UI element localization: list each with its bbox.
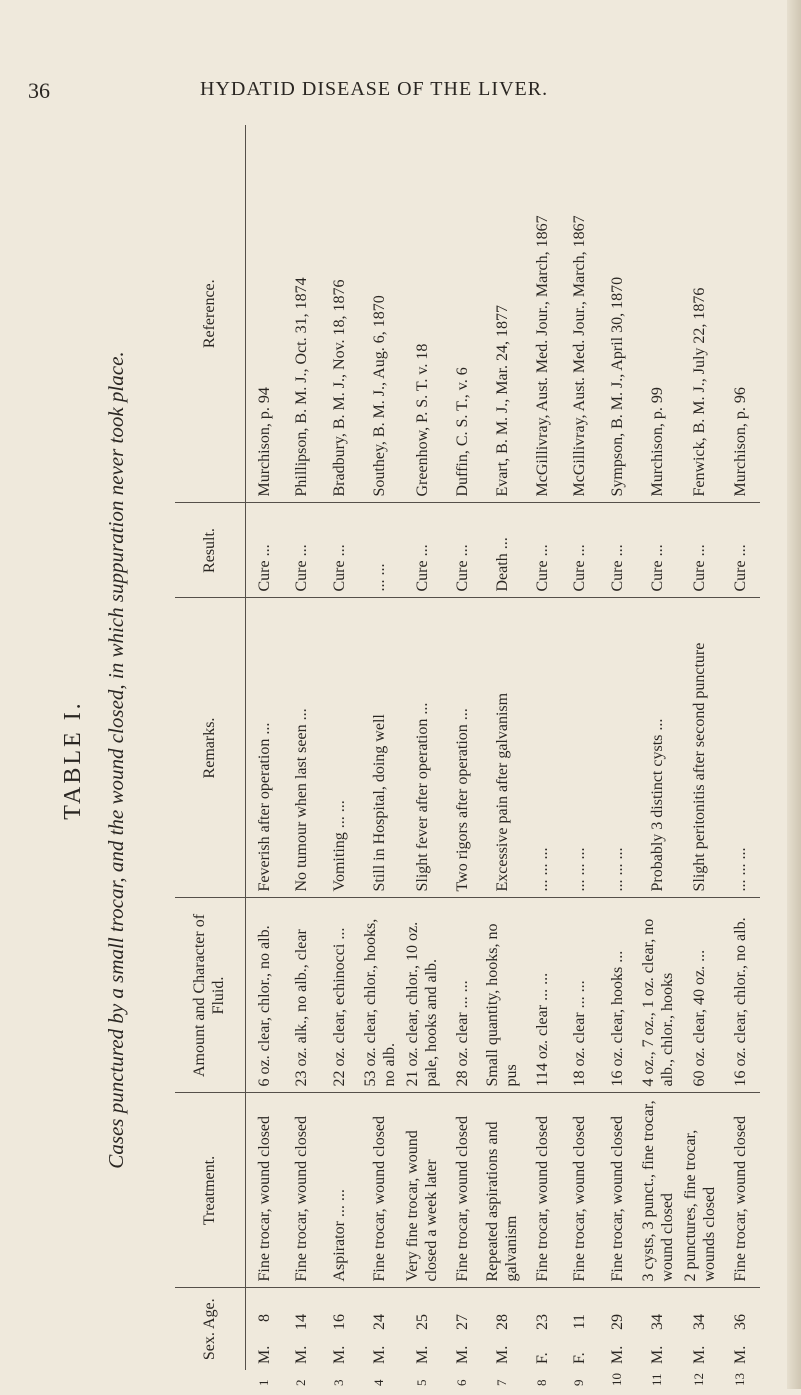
remarks-cell: ... ... ... bbox=[722, 598, 760, 898]
case-number: 2 bbox=[293, 1379, 309, 1386]
reference-cell: Murchison, p. 94 bbox=[246, 125, 284, 503]
table-row bbox=[562, 125, 600, 1370]
age-value: 11 bbox=[571, 1314, 589, 1330]
table-row bbox=[284, 125, 322, 1370]
sex-value: M. bbox=[649, 1345, 667, 1364]
remarks-cell: Slight peritonitis after second puncture bbox=[680, 598, 722, 898]
fluid-cell: 21 oz. clear, chlor., 10 oz. pale, hooks and alb. bbox=[402, 898, 444, 1093]
table-row bbox=[600, 125, 638, 1370]
fluid-cell: Small quantity, hooks, no pus bbox=[482, 898, 524, 1093]
result-cell: Cure ... bbox=[600, 503, 638, 598]
case-number: 8 bbox=[533, 1379, 549, 1386]
reference-cell: Southey, B. M. J., Aug. 6, 1870 bbox=[360, 125, 402, 503]
treatment-cell: Very fine trocar, wound closed a week later bbox=[402, 1093, 444, 1288]
sex-value: F. bbox=[533, 1352, 551, 1364]
case-number: 4 bbox=[371, 1379, 387, 1386]
sex-age-cell bbox=[722, 1288, 760, 1386]
case-number: 6 bbox=[453, 1379, 469, 1386]
result-cell: Cure ... bbox=[246, 503, 284, 598]
table-row bbox=[638, 125, 680, 1370]
reference-cell: Phillipson, B. M. J., Oct. 31, 1874 bbox=[284, 125, 322, 503]
sex-age-cell bbox=[638, 1288, 680, 1386]
age-value: 36 bbox=[731, 1314, 749, 1330]
result-cell: Cure ... bbox=[524, 503, 562, 598]
fluid-cell: 114 oz. clear ... ... bbox=[524, 898, 562, 1093]
sex-value: M. bbox=[293, 1345, 311, 1364]
remarks-cell: Feverish after operation ... bbox=[246, 598, 284, 898]
sex-value: M. bbox=[493, 1345, 511, 1364]
treatment-cell: Fine trocar, wound closed bbox=[524, 1093, 562, 1288]
sex-value: M. bbox=[691, 1345, 709, 1364]
table-row bbox=[402, 125, 444, 1370]
sex-age-cell bbox=[284, 1288, 322, 1386]
fluid-cell: 22 oz. clear, echinocci ... bbox=[322, 898, 360, 1093]
sex-value: F. bbox=[571, 1352, 589, 1364]
age-value: 8 bbox=[255, 1314, 273, 1322]
treatment-cell: Fine trocar, wound closed bbox=[360, 1093, 402, 1288]
result-cell: Cure ... bbox=[284, 503, 322, 598]
rotated-table-region bbox=[60, 125, 780, 1395]
age-value: 16 bbox=[331, 1314, 349, 1330]
sex-value: M. bbox=[453, 1345, 471, 1364]
reference-cell: Duffin, C. S. T., v. 6 bbox=[444, 125, 482, 503]
result-cell: Cure ... bbox=[402, 503, 444, 598]
column-header-sex-age: Sex. Age. bbox=[175, 1288, 246, 1370]
sex-age-cell bbox=[444, 1288, 482, 1386]
sex-value: M. bbox=[255, 1345, 273, 1364]
remarks-cell: ... ... ... bbox=[524, 598, 562, 898]
treatment-cell: Fine trocar, wound closed bbox=[246, 1093, 284, 1288]
table-row bbox=[246, 125, 284, 1370]
remarks-cell: ... ... ... bbox=[562, 598, 600, 898]
sex-age-cell bbox=[562, 1288, 600, 1386]
sex-age-cell bbox=[524, 1288, 562, 1386]
age-value: 28 bbox=[493, 1314, 511, 1330]
page-edge-shadow bbox=[787, 0, 801, 1389]
table-row bbox=[722, 125, 760, 1370]
reference-cell: Bradbury, B. M. J., Nov. 18, 1876 bbox=[322, 125, 360, 503]
result-cell: Cure ... bbox=[322, 503, 360, 598]
remarks-cell: ... ... ... bbox=[600, 598, 638, 898]
table-title: TABLE I. bbox=[60, 700, 86, 820]
table-row bbox=[524, 125, 562, 1370]
age-value: 25 bbox=[413, 1314, 431, 1330]
case-number: 10 bbox=[609, 1373, 625, 1386]
table-body bbox=[246, 125, 761, 1386]
fluid-cell: 4 oz., 7 oz., 1 oz. clear, no alb., chlor., hooks bbox=[638, 898, 680, 1093]
sex-value: M. bbox=[731, 1345, 749, 1364]
fluid-cell: 28 oz. clear ... ... bbox=[444, 898, 482, 1093]
column-header-reference: Reference. bbox=[175, 125, 246, 503]
table-row bbox=[322, 125, 360, 1370]
remarks-cell: Still in Hospital, doing well bbox=[360, 598, 402, 898]
cases-table bbox=[175, 125, 760, 1386]
table-row bbox=[444, 125, 482, 1370]
fluid-cell: 16 oz. clear, chlor., no alb. bbox=[722, 898, 760, 1093]
reference-cell: McGillivray, Aust. Med. Jour., March, 1867 bbox=[562, 125, 600, 503]
treatment-cell: Fine trocar, wound closed bbox=[444, 1093, 482, 1288]
table-caption: Cases punctured by a small trocar, and the wound closed, in which suppuration never took place. bbox=[104, 351, 128, 1169]
sex-age-cell bbox=[402, 1288, 444, 1386]
case-number: 1 bbox=[255, 1379, 271, 1386]
fluid-cell: 6 oz. clear, chlor., no alb. bbox=[246, 898, 284, 1093]
fluid-cell: 23 oz. alk., no alb., clear bbox=[284, 898, 322, 1093]
reference-cell: Murchison, p. 99 bbox=[638, 125, 680, 503]
treatment-cell: Repeated aspirations and galvanism bbox=[482, 1093, 524, 1288]
age-value: 29 bbox=[609, 1314, 627, 1330]
sex-age-cell bbox=[482, 1288, 524, 1386]
case-number: 3 bbox=[331, 1379, 347, 1386]
remarks-cell: Slight fever after operation ... bbox=[402, 598, 444, 898]
case-number: 9 bbox=[571, 1379, 587, 1386]
result-cell: Cure ... bbox=[680, 503, 722, 598]
remarks-cell: Vomiting ... ... bbox=[322, 598, 360, 898]
fluid-cell: 18 oz. clear ... ... bbox=[562, 898, 600, 1093]
table-row bbox=[482, 125, 524, 1370]
result-cell: Cure ... bbox=[562, 503, 600, 598]
column-header-fluid: Amount and Character of Fluid. bbox=[175, 898, 246, 1093]
page-number: 36 bbox=[28, 78, 50, 103]
sex-age-cell bbox=[322, 1288, 360, 1386]
sex-age-cell bbox=[600, 1288, 638, 1386]
table-header-row bbox=[175, 125, 246, 1370]
remarks-cell: Excessive pain after galvanism bbox=[482, 598, 524, 898]
sex-age-cell bbox=[360, 1288, 402, 1386]
case-number: 12 bbox=[691, 1373, 707, 1386]
sex-value: M. bbox=[609, 1345, 627, 1364]
column-header-remarks: Remarks. bbox=[175, 598, 246, 898]
reference-cell: Sympson, B. M. J., April 30, 1870 bbox=[600, 125, 638, 503]
age-value: 23 bbox=[533, 1314, 551, 1330]
column-header-result: Result. bbox=[175, 503, 246, 598]
treatment-cell: Fine trocar, wound closed bbox=[600, 1093, 638, 1288]
page-header bbox=[0, 0, 801, 110]
remarks-cell: Two rigors after operation ... bbox=[444, 598, 482, 898]
sex-value: M. bbox=[371, 1345, 389, 1364]
sex-value: M. bbox=[331, 1345, 349, 1364]
remarks-cell: Probably 3 distinct cysts ... bbox=[638, 598, 680, 898]
column-header-treatment: Treatment. bbox=[175, 1093, 246, 1288]
treatment-cell: Fine trocar, wound closed bbox=[284, 1093, 322, 1288]
case-number: 11 bbox=[649, 1373, 665, 1386]
treatment-cell: Aspirator ... ... bbox=[322, 1093, 360, 1288]
treatment-cell: 2 punctures, fine trocar, wounds closed bbox=[680, 1093, 722, 1288]
reference-cell: McGillivray, Aust. Med. Jour., March, 1867 bbox=[524, 125, 562, 503]
running-title: HYDATID DISEASE OF THE LIVER. bbox=[200, 78, 549, 100]
treatment-cell: 3 cysts, 3 punct., fine trocar, wound closed bbox=[638, 1093, 680, 1288]
age-value: 24 bbox=[371, 1314, 389, 1330]
sex-age-cell bbox=[246, 1288, 284, 1386]
result-cell: Death ... bbox=[482, 503, 524, 598]
case-number: 5 bbox=[413, 1379, 429, 1386]
sex-value: M. bbox=[413, 1345, 431, 1364]
result-cell: Cure ... bbox=[638, 503, 680, 598]
result-cell: Cure ... bbox=[722, 503, 760, 598]
age-value: 34 bbox=[691, 1314, 709, 1330]
result-cell: Cure ... bbox=[444, 503, 482, 598]
fluid-cell: 60 oz. clear, 40 oz. ... bbox=[680, 898, 722, 1093]
age-value: 34 bbox=[649, 1314, 667, 1330]
fluid-cell: 53 oz. clear, chlor., hooks, no alb. bbox=[360, 898, 402, 1093]
case-number: 7 bbox=[493, 1379, 509, 1386]
age-value: 27 bbox=[453, 1314, 471, 1330]
treatment-cell: Fine trocar, wound closed bbox=[722, 1093, 760, 1288]
fluid-cell: 16 oz. clear, hooks ... bbox=[600, 898, 638, 1093]
reference-cell: Murchison, p. 96 bbox=[722, 125, 760, 503]
result-cell: ... ... bbox=[360, 503, 402, 598]
table-row bbox=[680, 125, 722, 1370]
reference-cell: Greenhow, P. S. T. v. 18 bbox=[402, 125, 444, 503]
reference-cell: Evart, B. M. J., Mar. 24, 1877 bbox=[482, 125, 524, 503]
case-number: 13 bbox=[731, 1373, 747, 1386]
sex-age-cell bbox=[680, 1288, 722, 1386]
age-value: 14 bbox=[293, 1314, 311, 1330]
treatment-cell: Fine trocar, wound closed bbox=[562, 1093, 600, 1288]
table-row bbox=[360, 125, 402, 1370]
remarks-cell: No tumour when last seen ... bbox=[284, 598, 322, 898]
reference-cell: Fenwick, B. M. J., July 22, 1876 bbox=[680, 125, 722, 503]
